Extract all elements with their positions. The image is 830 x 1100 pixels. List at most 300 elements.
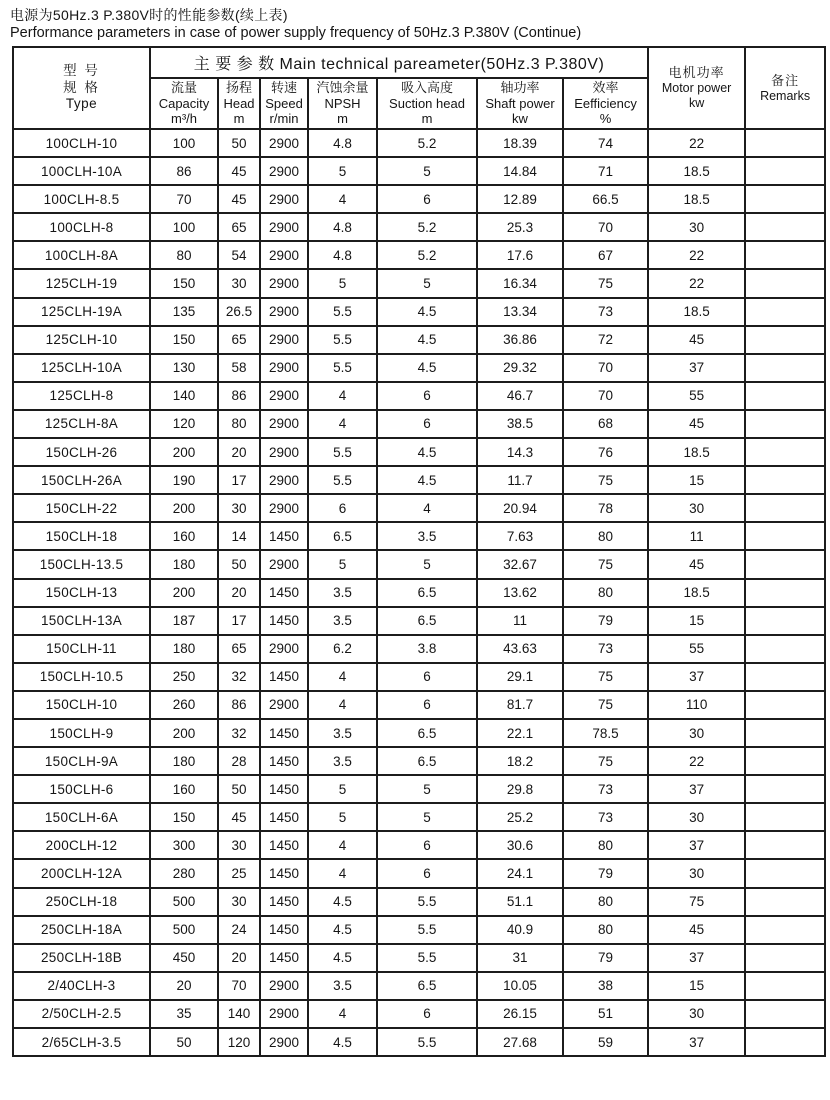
header-npsh: [308, 78, 377, 129]
value-cell: 1450: [260, 859, 308, 887]
value-cell: 18.39: [477, 129, 563, 157]
pump-type-cell: 150CLH-11: [13, 635, 150, 663]
remarks-cell: [745, 326, 825, 354]
remarks-cell: [745, 719, 825, 747]
value-cell: 20: [218, 944, 260, 972]
value-cell: 2900: [260, 185, 308, 213]
value-cell: 6.2: [308, 635, 377, 663]
value-cell: 300: [150, 831, 218, 859]
value-cell: 32: [218, 719, 260, 747]
pump-type-cell: 250CLH-18A: [13, 916, 150, 944]
value-cell: 32.67: [477, 550, 563, 578]
value-cell: 260: [150, 691, 218, 719]
value-cell: 50: [218, 775, 260, 803]
value-cell: 24.1: [477, 859, 563, 887]
value-cell: 187: [150, 607, 218, 635]
value-cell: 3.5: [308, 719, 377, 747]
table-row: [13, 831, 825, 859]
remarks-cell: [745, 607, 825, 635]
header-suction-head-unit: m: [421, 111, 433, 127]
value-cell: 81.7: [477, 691, 563, 719]
table-row: [13, 944, 825, 972]
value-cell: 2900: [260, 241, 308, 269]
value-cell: 22.1: [477, 719, 563, 747]
value-cell: 11: [477, 607, 563, 635]
value-cell: 6.5: [308, 522, 377, 550]
value-cell: 14.3: [477, 438, 563, 466]
value-cell: 54: [218, 241, 260, 269]
value-cell: 55: [648, 635, 745, 663]
remarks-cell: [745, 298, 825, 326]
table-row: [13, 579, 825, 607]
value-cell: 6.5: [377, 579, 477, 607]
value-cell: 3.5: [377, 522, 477, 550]
pump-type-cell: 150CLH-6: [13, 775, 150, 803]
value-cell: 4: [308, 831, 377, 859]
value-cell: 135: [150, 298, 218, 326]
value-cell: 6.5: [377, 719, 477, 747]
value-cell: 4: [308, 410, 377, 438]
value-cell: 25.2: [477, 803, 563, 831]
table-row: [13, 494, 825, 522]
value-cell: 30: [648, 859, 745, 887]
value-cell: 75: [563, 550, 648, 578]
value-cell: 4.5: [308, 944, 377, 972]
table-row: [13, 607, 825, 635]
value-cell: 78.5: [563, 719, 648, 747]
table-row: [13, 213, 825, 241]
table-row: [13, 157, 825, 185]
value-cell: 1450: [260, 522, 308, 550]
remarks-cell: [745, 522, 825, 550]
value-cell: 45: [648, 326, 745, 354]
remarks-cell: [745, 747, 825, 775]
header-head-en: Head: [223, 95, 255, 111]
header-shaft-power-zh: 轴功率: [500, 80, 540, 96]
value-cell: 5: [308, 269, 377, 297]
header-remarks-en: Remarks: [760, 88, 811, 103]
value-cell: 4.5: [377, 298, 477, 326]
table-row: [13, 747, 825, 775]
value-cell: 5: [308, 157, 377, 185]
remarks-cell: [745, 916, 825, 944]
value-cell: 14.84: [477, 157, 563, 185]
value-cell: 70: [150, 185, 218, 213]
value-cell: 15: [648, 972, 745, 1000]
value-cell: 200: [150, 494, 218, 522]
pump-type-cell: 2/65CLH-3.5: [13, 1028, 150, 1056]
value-cell: 2900: [260, 550, 308, 578]
header-motor-power-en: Motor power: [661, 81, 732, 95]
value-cell: 6.5: [377, 972, 477, 1000]
value-cell: 65: [218, 326, 260, 354]
value-cell: 4.5: [377, 466, 477, 494]
pump-type-cell: 200CLH-12: [13, 831, 150, 859]
value-cell: 5.2: [377, 241, 477, 269]
value-cell: 2900: [260, 972, 308, 1000]
value-cell: 73: [563, 803, 648, 831]
value-cell: 71: [563, 157, 648, 185]
value-cell: 31: [477, 944, 563, 972]
value-cell: 5: [377, 550, 477, 578]
value-cell: 75: [563, 747, 648, 775]
value-cell: 130: [150, 354, 218, 382]
value-cell: 67: [563, 241, 648, 269]
value-cell: 5: [308, 775, 377, 803]
remarks-cell: [745, 354, 825, 382]
remarks-cell: [745, 213, 825, 241]
remarks-cell: [745, 1000, 825, 1028]
pump-type-cell: 200CLH-12A: [13, 859, 150, 887]
value-cell: 1450: [260, 803, 308, 831]
value-cell: 450: [150, 944, 218, 972]
table-row: [13, 888, 825, 916]
value-cell: 37: [648, 663, 745, 691]
value-cell: 30: [218, 494, 260, 522]
value-cell: 4.5: [308, 1028, 377, 1056]
header-npsh-zh: 汽蚀余量: [316, 80, 369, 96]
remarks-cell: [745, 888, 825, 916]
pump-type-cell: 100CLH-10A: [13, 157, 150, 185]
value-cell: 79: [563, 859, 648, 887]
value-cell: 4.8: [308, 129, 377, 157]
value-cell: 2900: [260, 213, 308, 241]
value-cell: 4.5: [377, 438, 477, 466]
value-cell: 140: [150, 382, 218, 410]
value-cell: 200: [150, 438, 218, 466]
value-cell: 6: [377, 831, 477, 859]
header-capacity: [150, 78, 218, 129]
value-cell: 26.15: [477, 1000, 563, 1028]
header-speed: [260, 78, 308, 129]
value-cell: 200: [150, 719, 218, 747]
remarks-cell: [745, 269, 825, 297]
value-cell: 6: [377, 691, 477, 719]
value-cell: 80: [563, 579, 648, 607]
remarks-cell: [745, 1028, 825, 1056]
value-cell: 2900: [260, 635, 308, 663]
value-cell: 5: [377, 775, 477, 803]
value-cell: 38: [563, 972, 648, 1000]
value-cell: 180: [150, 550, 218, 578]
value-cell: 5: [377, 269, 477, 297]
value-cell: 18.5: [648, 157, 745, 185]
table-row: [13, 269, 825, 297]
value-cell: 70: [218, 972, 260, 1000]
value-cell: 70: [563, 213, 648, 241]
value-cell: 29.1: [477, 663, 563, 691]
value-cell: 73: [563, 635, 648, 663]
header-suction-head-zh: 吸入高度: [400, 80, 453, 96]
pump-type-cell: 250CLH-18: [13, 888, 150, 916]
table-row: [13, 241, 825, 269]
value-cell: 1450: [260, 831, 308, 859]
value-cell: 5.2: [377, 129, 477, 157]
value-cell: 2900: [260, 269, 308, 297]
remarks-cell: [745, 944, 825, 972]
remarks-cell: [745, 831, 825, 859]
value-cell: 4: [308, 663, 377, 691]
remarks-cell: [745, 859, 825, 887]
table-row: [13, 1000, 825, 1028]
value-cell: 30: [648, 803, 745, 831]
value-cell: 45: [648, 550, 745, 578]
value-cell: 110: [648, 691, 745, 719]
value-cell: 20: [218, 579, 260, 607]
header-head-unit: m: [233, 111, 245, 127]
value-cell: 86: [218, 691, 260, 719]
pump-type-cell: 125CLH-10: [13, 326, 150, 354]
value-cell: 45: [648, 410, 745, 438]
remarks-cell: [745, 185, 825, 213]
value-cell: 1450: [260, 944, 308, 972]
value-cell: 6: [377, 1000, 477, 1028]
value-cell: 2900: [260, 382, 308, 410]
value-cell: 5.5: [308, 298, 377, 326]
value-cell: 6: [377, 663, 477, 691]
value-cell: 37: [648, 1028, 745, 1056]
value-cell: 28: [218, 747, 260, 775]
header-motor-power-zh: 电机功率: [668, 65, 725, 80]
pump-type-cell: 150CLH-26A: [13, 466, 150, 494]
remarks-cell: [745, 663, 825, 691]
table-row: [13, 550, 825, 578]
value-cell: 1450: [260, 888, 308, 916]
remarks-cell: [745, 466, 825, 494]
value-cell: 22: [648, 269, 745, 297]
value-cell: 66.5: [563, 185, 648, 213]
header-remarks: [745, 47, 825, 129]
value-cell: 120: [150, 410, 218, 438]
value-cell: 25.3: [477, 213, 563, 241]
value-cell: 55: [648, 382, 745, 410]
remarks-cell: [745, 775, 825, 803]
remarks-cell: [745, 550, 825, 578]
value-cell: 2900: [260, 298, 308, 326]
value-cell: 15: [648, 607, 745, 635]
value-cell: 12.89: [477, 185, 563, 213]
pump-type-cell: 100CLH-8: [13, 213, 150, 241]
value-cell: 6: [377, 410, 477, 438]
value-cell: 2900: [260, 354, 308, 382]
pump-type-cell: 100CLH-8.5: [13, 185, 150, 213]
value-cell: 75: [563, 466, 648, 494]
value-cell: 45: [218, 185, 260, 213]
value-cell: 30: [648, 719, 745, 747]
value-cell: 37: [648, 775, 745, 803]
value-cell: 17: [218, 466, 260, 494]
value-cell: 30: [648, 1000, 745, 1028]
value-cell: 51: [563, 1000, 648, 1028]
value-cell: 45: [648, 916, 745, 944]
value-cell: 2900: [260, 157, 308, 185]
value-cell: 3.5: [308, 972, 377, 1000]
value-cell: 75: [563, 663, 648, 691]
pump-type-cell: 150CLH-13: [13, 579, 150, 607]
value-cell: 4: [308, 185, 377, 213]
value-cell: 2900: [260, 410, 308, 438]
value-cell: 2900: [260, 1000, 308, 1028]
value-cell: 27.68: [477, 1028, 563, 1056]
table-row: [13, 1028, 825, 1056]
value-cell: 5.5: [308, 466, 377, 494]
header-head-zh: 扬程: [225, 80, 252, 96]
header-type-en: Type: [65, 96, 98, 112]
value-cell: 6: [308, 494, 377, 522]
header-head: [218, 78, 260, 129]
value-cell: 51.1: [477, 888, 563, 916]
value-cell: 16.34: [477, 269, 563, 297]
value-cell: 5.5: [308, 438, 377, 466]
value-cell: 72: [563, 326, 648, 354]
value-cell: 5.5: [377, 888, 477, 916]
value-cell: 4: [377, 494, 477, 522]
table-row: [13, 382, 825, 410]
pump-type-cell: 125CLH-10A: [13, 354, 150, 382]
value-cell: 59: [563, 1028, 648, 1056]
value-cell: 74: [563, 129, 648, 157]
value-cell: 65: [218, 635, 260, 663]
value-cell: 45: [218, 157, 260, 185]
value-cell: 7.63: [477, 522, 563, 550]
pump-type-cell: 250CLH-18B: [13, 944, 150, 972]
table-row: [13, 326, 825, 354]
pump-type-cell: 150CLH-9A: [13, 747, 150, 775]
remarks-cell: [745, 635, 825, 663]
header-npsh-unit: m: [337, 111, 348, 127]
value-cell: 4: [308, 859, 377, 887]
remarks-cell: [745, 241, 825, 269]
pump-type-cell: 150CLH-13A: [13, 607, 150, 635]
value-cell: 15: [648, 466, 745, 494]
value-cell: 5.2: [377, 213, 477, 241]
value-cell: 78: [563, 494, 648, 522]
value-cell: 73: [563, 298, 648, 326]
value-cell: 1450: [260, 607, 308, 635]
pump-type-cell: 2/40CLH-3: [13, 972, 150, 1000]
value-cell: 3.5: [308, 579, 377, 607]
table-row: [13, 916, 825, 944]
header-speed-en: Speed: [265, 95, 303, 111]
value-cell: 5.5: [308, 326, 377, 354]
remarks-cell: [745, 157, 825, 185]
value-cell: 6.5: [377, 747, 477, 775]
header-speed-unit: r/min: [269, 111, 299, 127]
header-capacity-unit: m³/h: [171, 111, 197, 127]
value-cell: 5: [308, 803, 377, 831]
value-cell: 1450: [260, 719, 308, 747]
value-cell: 46.7: [477, 382, 563, 410]
value-cell: 20.94: [477, 494, 563, 522]
value-cell: 70: [563, 354, 648, 382]
table-row: [13, 972, 825, 1000]
value-cell: 4.8: [308, 241, 377, 269]
value-cell: 150: [150, 803, 218, 831]
value-cell: 1450: [260, 747, 308, 775]
value-cell: 100: [150, 129, 218, 157]
value-cell: 22: [648, 747, 745, 775]
pump-type-cell: 150CLH-6A: [13, 803, 150, 831]
value-cell: 100: [150, 213, 218, 241]
value-cell: 80: [563, 831, 648, 859]
value-cell: 45: [218, 803, 260, 831]
value-cell: 50: [150, 1028, 218, 1056]
value-cell: 140: [218, 1000, 260, 1028]
pump-type-cell: 125CLH-8: [13, 382, 150, 410]
remarks-cell: [745, 494, 825, 522]
value-cell: 200: [150, 579, 218, 607]
remarks-cell: [745, 438, 825, 466]
header-type-zh1: 型 号: [63, 63, 100, 79]
value-cell: 4.5: [377, 354, 477, 382]
value-cell: 75: [563, 269, 648, 297]
remarks-cell: [745, 129, 825, 157]
header-shaft-power-unit: kw: [512, 111, 528, 127]
table-row: [13, 691, 825, 719]
table-row: [13, 410, 825, 438]
value-cell: 76: [563, 438, 648, 466]
value-cell: 120: [218, 1028, 260, 1056]
pump-type-cell: 150CLH-10.5: [13, 663, 150, 691]
remarks-cell: [745, 579, 825, 607]
value-cell: 160: [150, 775, 218, 803]
header-efficiency-zh: 效率: [592, 80, 619, 96]
header-capacity-en: Capacity: [158, 95, 210, 111]
value-cell: 32: [218, 663, 260, 691]
table-row: [13, 522, 825, 550]
value-cell: 86: [218, 382, 260, 410]
value-cell: 5.5: [377, 1028, 477, 1056]
value-cell: 2900: [260, 326, 308, 354]
value-cell: 18.5: [648, 438, 745, 466]
value-cell: 17: [218, 607, 260, 635]
header-shaft-power: [477, 78, 563, 129]
performance-parameters-table: [12, 46, 826, 1057]
value-cell: 24: [218, 916, 260, 944]
value-cell: 280: [150, 859, 218, 887]
header-efficiency-en: Eefficiency: [574, 95, 637, 111]
value-cell: 65: [218, 213, 260, 241]
value-cell: 18.2: [477, 747, 563, 775]
value-cell: 70: [563, 382, 648, 410]
value-cell: 4: [308, 691, 377, 719]
value-cell: 30: [648, 494, 745, 522]
value-cell: 6: [377, 185, 477, 213]
value-cell: 11: [648, 522, 745, 550]
remarks-cell: [745, 972, 825, 1000]
value-cell: 37: [648, 944, 745, 972]
value-cell: 4.8: [308, 213, 377, 241]
value-cell: 30: [648, 213, 745, 241]
header-motor-power-unit: kw: [688, 96, 705, 110]
value-cell: 17.6: [477, 241, 563, 269]
table-row: [13, 438, 825, 466]
value-cell: 22: [648, 241, 745, 269]
value-cell: 5.5: [377, 916, 477, 944]
value-cell: 1450: [260, 663, 308, 691]
value-cell: 500: [150, 916, 218, 944]
value-cell: 86: [150, 157, 218, 185]
value-cell: 4: [308, 382, 377, 410]
header-motor-power: [648, 47, 745, 129]
value-cell: 13.62: [477, 579, 563, 607]
value-cell: 25: [218, 859, 260, 887]
pump-type-cell: 100CLH-10: [13, 129, 150, 157]
value-cell: 5: [308, 550, 377, 578]
value-cell: 20: [218, 438, 260, 466]
value-cell: 50: [218, 129, 260, 157]
header-type-zh2: 规 格: [63, 79, 100, 95]
